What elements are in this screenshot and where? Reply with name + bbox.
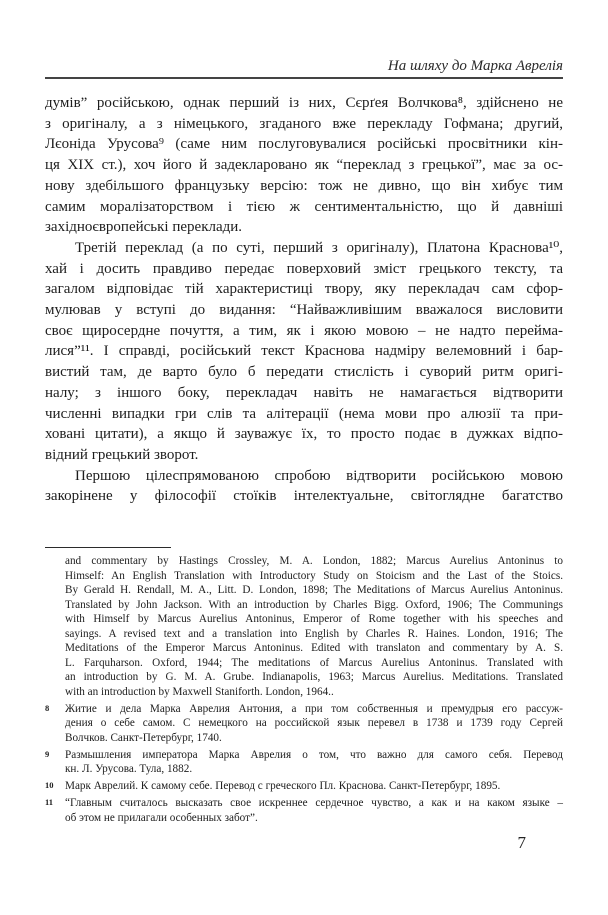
text-line: думів” російською, однак перший із них, Сєрґея Волчкова⁸, здійснено не (45, 95, 563, 111)
footnote-number: 10 (45, 780, 54, 791)
paragraph (45, 238, 563, 466)
text-line: ховані цитати), а якщо й зауважує їх, то просто подає в дужках відпо- (45, 426, 563, 443)
text-line: Першою цілеспрямованою спробою відтворити російською мовою (75, 467, 563, 484)
footnote-line: L. Farquharson. Oxford, 1944; The meditations of Marcus Aurelius Antoninus. Translated with (65, 656, 563, 669)
footnote-line: Марк Аврелий. К самому себе. Перевод с греческого Пл. Краснова. Санкт-Петербург, 1895. (65, 780, 501, 793)
footnote-number: 9 (45, 748, 50, 759)
page-number: 7 (517, 833, 526, 852)
footnote-line: with an introduction by Maxwell Staniforth. London, 1964.. (65, 685, 334, 698)
footnote-line: By Gerald H. Rendall, M. A., Litt. D. London, 1898; The Meditations of Marcus Aurelius Antoninus. (65, 584, 563, 597)
footnote-separator (45, 547, 171, 548)
footnote-line: sayings. A revised text and a translation into English by Charles R. Haines. London, 1916; The (65, 627, 563, 640)
footnote-line: “Главным считалось высказать свое искреннее сердечное чувство, а как и на каком языке – (65, 797, 563, 810)
text-line: вистий там, де варто було б передати стислість і суворий ритм оригі- (45, 364, 563, 381)
footnote-line: an introduction by G. M. A. Grube. Indianapolis, 1963; Marcus Aurelius. Meditations. Translated (65, 671, 563, 684)
footnote-line: Meditations of the Emperor Marcus Antoninus. Edited with translaton and commentary by A. S. (65, 642, 563, 655)
text-line: своє щиросердне почуття, а тим, як і якою мовою – не надто перейма- (45, 322, 563, 339)
footnote-line: and commentary by Hastings Crossley, M. A. London, 1882; Marcus Aurelius Antoninus to (65, 555, 563, 568)
text-line: закорінене у філософії стоїків інтелектуальне, світоглядне багатство (45, 488, 563, 505)
running-header: На шляху до Марка Аврелія (387, 58, 563, 74)
text-line: ця XIX ст.), хоч його й задекларовано як “переклад з грецької”, має за ос- (45, 157, 563, 174)
footnote-number: 11 (45, 797, 54, 808)
footnote (45, 779, 563, 794)
footnote-line: дения о себе самом. С немецкого на российской язык перевел в 1738 и 1739 году Сергей (65, 717, 563, 730)
footnote (45, 748, 563, 777)
text-line: налу; з іншого боку, перекладач навіть не намагається відтворити (45, 384, 563, 401)
paragraph (45, 93, 563, 238)
text-line: хай і досить правдиво передає поверховий зміст грецького тексту, та (45, 260, 563, 277)
text-line: лися”¹¹. І справді, російський текст Краснова надміру велемовний і бар- (45, 343, 563, 360)
footnote-line: Размышления императора Марка Аврелия о том, что важно для самого себя. Перевод (65, 748, 563, 761)
text-line: з оригіналу, а з німецького, згаданого вже перекладу Гофмана; другий, (45, 115, 563, 132)
text-line: Третій переклад (а по суті, перший з оригіналу), Платона Краснова¹⁰, (75, 239, 563, 256)
body-text (45, 93, 563, 507)
footnote (65, 554, 563, 699)
footnote-line: Translated by John Jackson. With an introduction by Charles Bigg. Oxford, 1906; The Communings (65, 598, 563, 611)
header-rule (45, 77, 563, 79)
text-line: загалом відповідає тій характеристиці твору, яку перекладач сам сфор- (45, 281, 563, 298)
text-line: нову здебільшого французьку версію: тож не дивно, що він хибує тим (45, 177, 563, 194)
footnote-line: об этом не прилагали особенных забот”. (65, 811, 258, 824)
footnote (45, 796, 563, 825)
footnote-line: кн. Л. Урусова. Тула, 1882. (65, 763, 193, 776)
text-line: самим моралізаторством і тією ж сентиментальністю, що й давніші (45, 198, 563, 215)
text-line: мулював у вступі до видання: “Найважливішим вважалося висловити (45, 302, 563, 319)
text-line: західноєвропейські переклади. (45, 219, 243, 236)
paragraph (45, 466, 563, 507)
text-line: численні випадки гри слів та алітерації (нема мови про алюзії та при- (45, 405, 563, 422)
footnote-line: with Himself by Marcus Aurelius Antoninus, Emperor of Rome together with his speeches and (65, 613, 563, 626)
footnote (45, 702, 563, 746)
footnote-line: Житие и дела Марка Аврелия Антония, а при том собственныя и премудрыя его рассуж- (65, 702, 563, 715)
footnote-line: Himself: An English Translation with Introductory Study on Stoicism and the Last of the Stoics. (65, 569, 563, 582)
footnote-list (45, 554, 563, 825)
footnote-number: 8 (45, 702, 50, 713)
text-line: Лєоніда Урусова⁹ (саме ним послуговувалися російські просвітники кін- (45, 136, 563, 153)
footnote-line: Волчков. Санкт-Петербург, 1740. (65, 731, 222, 744)
text-line: відний грецький зворот. (45, 446, 199, 463)
